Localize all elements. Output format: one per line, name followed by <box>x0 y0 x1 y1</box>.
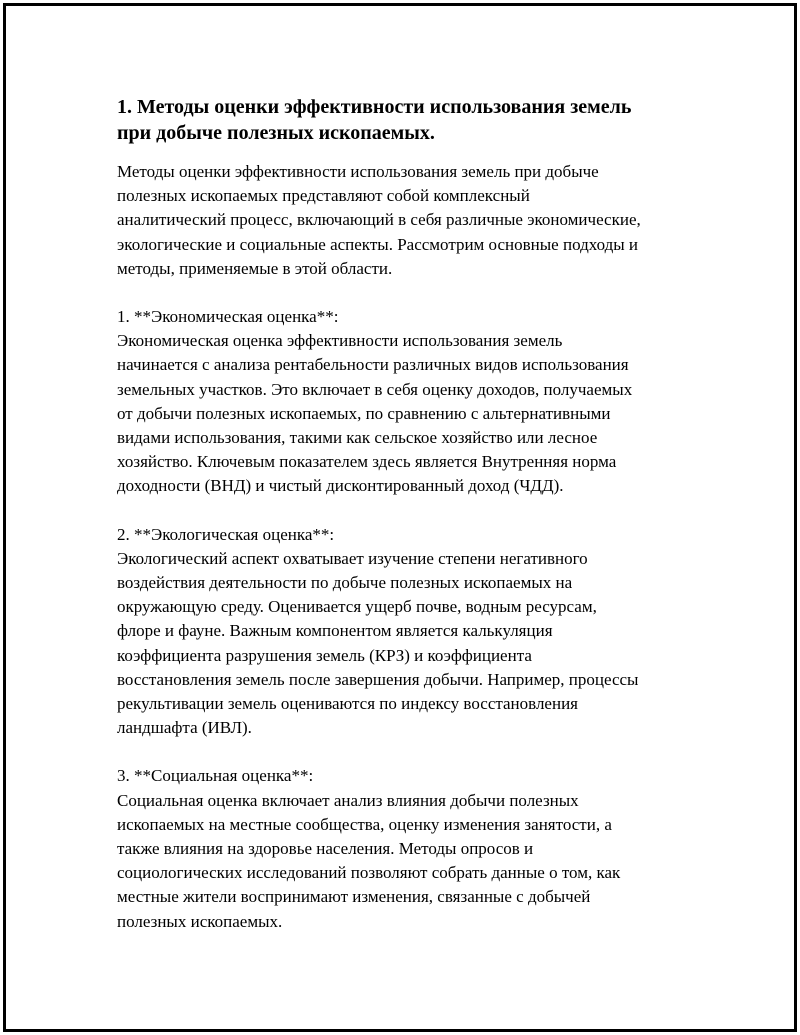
section-body-economic: Экономическая оценка эффективности использования земель начинается с анализа рентабельности различных видов использования земельных участков. Это включает в себя оценку доходов, получаемых от добычи полезных ископаемых, по сравнению с альтернативными видами использования, такими как сельское хозяйство или лесное хозяйство. Ключевым показателем здесь является Внутренняя норма доходности (ВНД) и чистый дисконтированный доход (ЧДД). <box>117 331 633 496</box>
section-body-ecological: Экологический аспект охватывает изучение степени негативного воздействия деятельности по добыче полезных ископаемых на окружающую среду. Оценивается ущерб почве, водным ресурсам, флоре и фауне. Важным компонентом является калькуляция коэффициента разрушения земель (КРЗ) и коэффициента восстановления земель после завершения добычи. Например, процессы рекультивации земель оцениваются по индексу восстановления ландшафта (ИВЛ). <box>117 548 639 738</box>
section-spacer <box>117 499 707 523</box>
section-body-social: Социальная оценка включает анализ влияния добычи полезных ископаемых на местные сообщества, оценку изменения занятости, а также влияния на здоровье населения. Методы опросов и социологических исследований позволяют собрать данные о том, как местные жители воспринимают изменения, связанные с добычей полезных ископаемых. <box>117 790 621 931</box>
section-ecological <box>117 523 707 741</box>
section-spacer <box>117 740 707 764</box>
section-social <box>117 764 707 933</box>
section-heading-ecological: 2. **Экологическая оценка**: <box>117 524 335 544</box>
section-heading-social: 3. **Социальная оценка**: <box>117 766 314 786</box>
section-economic <box>117 305 707 499</box>
intro-paragraph: Методы оценки эффективности использования земель при добыче полезных ископаемых представляют собой комплексный аналитический процесс, включающий в себя различные экономические, экологические и социальные аспекты. Рассмотрим основные подходы и методы, применяемые в этой области. <box>117 162 641 278</box>
section-heading-economic: 1. **Экономическая оценка**: <box>117 307 339 327</box>
document-title: 1. Методы оценки эффективности использования земель при добыче полезных ископаемых. <box>117 96 632 144</box>
section-spacer <box>117 281 707 305</box>
document-body <box>117 94 707 934</box>
